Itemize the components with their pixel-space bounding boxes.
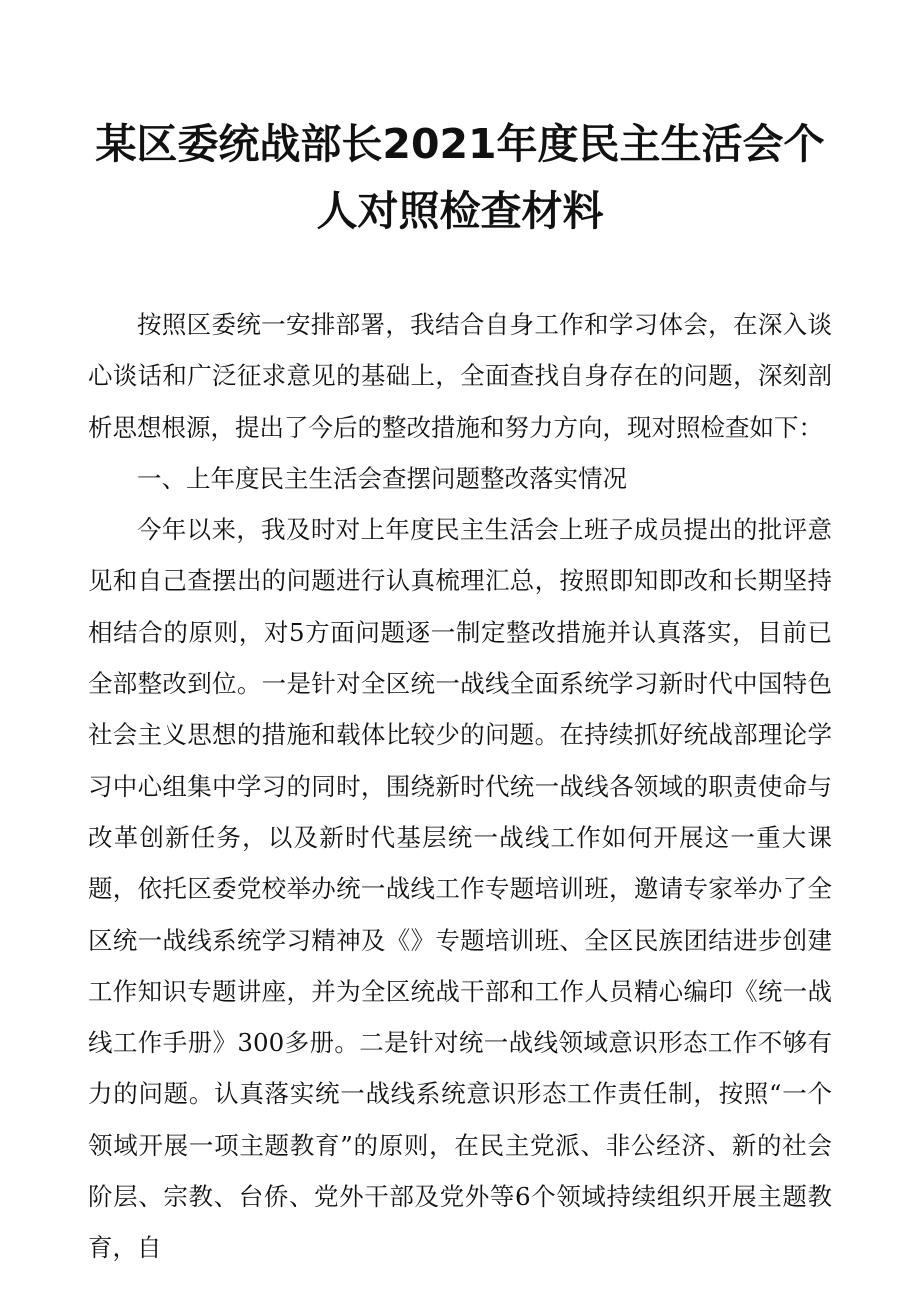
intro-paragraph: 按照区委统一安排部署，我结合自身工作和学习体会，在深入谈心谈话和广泛征求意见的基础上，全面查找自身存在的问题，深刻剖析思想根源，提出了今后的整改措施和努力方向，现对照检查如下： (88, 310, 832, 442)
document-title-line-1: 某区委统战部长2021年度民主生活会个 (95, 120, 825, 168)
section-1-paragraph: 今年以来，我及时对上年度民主生活会上班子成员提出的批评意见和自己查摆出的问题进行认真梳理汇总，按照即知即改和长期坚持相结合的原则，对5方面问题逐一制定整改措施并认真落实，目前已全部整改到位。一是针对全区统一战线全面系统学习新时代中国特色社会主义思想的措施和载体比较少的问题。在持续抓好统战部理论学习中心组集中学习的同时，围绕新时代统一战线各领域的职责使命与改革创新任务，以及新时代基层统一战线工作如何开展这一重大课题，依托区委党校举办统一战线工作专题培训班，邀请专家举办了全区统一战线系统学习精神及《》专题培训班、全区民族团结进步创建工作知识专题讲座，并为全区统战干部和工作人员精心编印《统一战线工作手册》300多册。二是针对统一战线领域意识形态工作不够有力的问题。认真落实统一战线系统意识形态工作责任制，按照“一个领域开展一项主题教育”的原则，在民主党派、非公经济、新的社会阶层、宗教、台侨、党外干部及党外等6个领域持续组织开展主题教育，自 (88, 515, 832, 1263)
section-1-heading: 一、上年度民主生活会查摆问题整改落实情况 (137, 463, 627, 493)
document-title-line-2: 人对照检查材料 (316, 187, 604, 235)
document-body (88, 299, 832, 1274)
